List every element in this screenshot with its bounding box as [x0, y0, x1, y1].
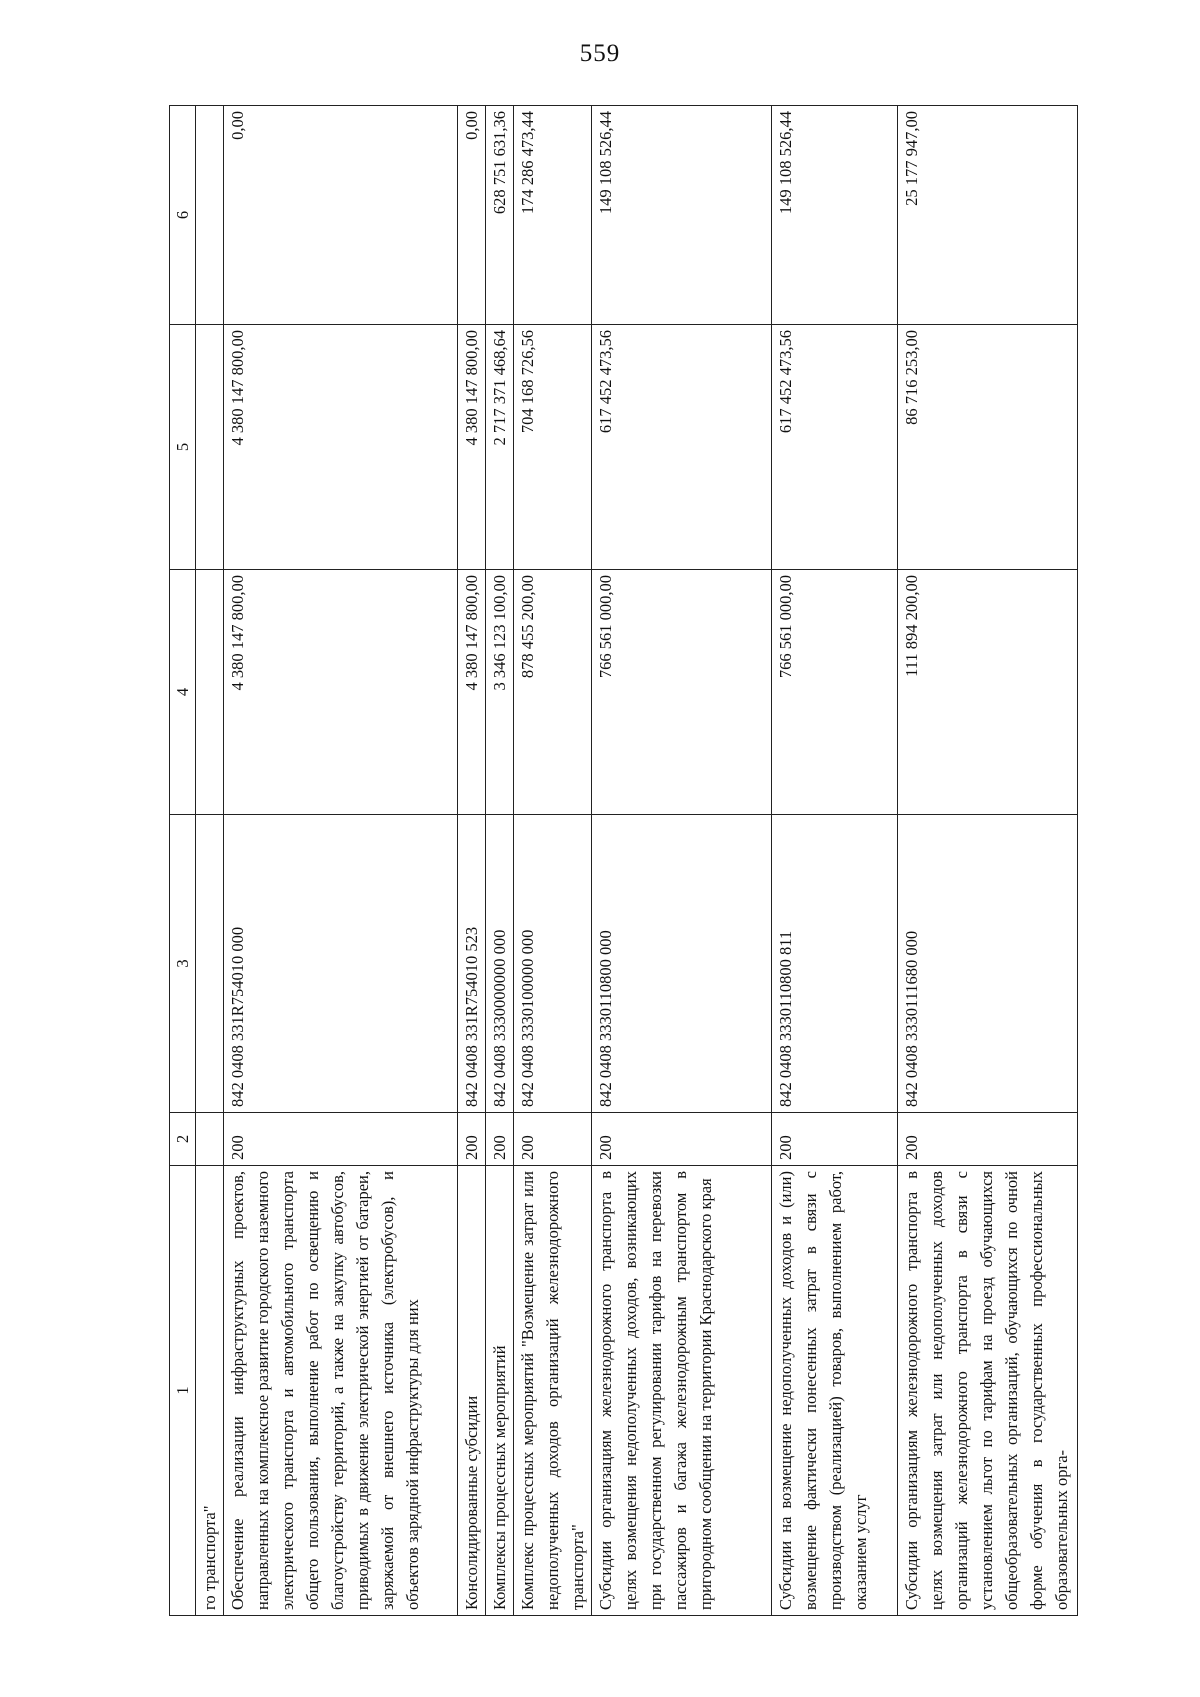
- table-row: [486, 106, 514, 1616]
- row-executed: 617 452 473,56: [772, 325, 898, 570]
- row-planned: 766 561 000,00: [772, 570, 898, 815]
- row-planned: 111 894 200,00: [898, 570, 1078, 815]
- row-code: 200: [514, 1113, 592, 1166]
- row-code: 200: [772, 1113, 898, 1166]
- row-planned: 766 561 000,00: [592, 570, 772, 815]
- row-executed: 86 716 253,00: [898, 325, 1078, 570]
- row-classifier: 842 0408 3330000000 000: [486, 815, 514, 1113]
- row-description: Консолидированные субсидии: [458, 1166, 486, 1616]
- table-row: [772, 106, 898, 1616]
- row-planned: 4 380 147 800,00: [458, 570, 486, 815]
- table-row: [458, 106, 486, 1616]
- row-planned: 878 455 200,00: [514, 570, 592, 815]
- row-executed: 4 380 147 800,00: [224, 325, 458, 570]
- row-remaining: 0,00: [458, 106, 486, 325]
- row-planned: [196, 570, 224, 815]
- row-classifier: 842 0408 3330111680 000: [898, 815, 1078, 1113]
- row-description: Субсидии на возмещение недополученных доходов и (или) возмещение фактически понесенных затрат в связи с производством (реализацией) товаров, выполнением работ, оказанием услуг: [772, 1166, 898, 1616]
- row-classifier: 842 0408 331R754010 000: [224, 815, 458, 1113]
- header-col-6: 6: [170, 106, 196, 325]
- row-code: 200: [458, 1113, 486, 1166]
- row-description: Субсидии организациям железнодорожного транспорта в целях возмещения недополученных доходов, возникающих при государственном регулировании тарифов на перевозки пассажиров и багажа железнодорожным транспортом в пригородном сообщении на территории Краснодарского края: [592, 1166, 772, 1616]
- row-executed: 2 717 371 468,64: [486, 325, 514, 570]
- row-classifier: 842 0408 331R754010 523: [458, 815, 486, 1113]
- row-remaining: 174 286 473,44: [514, 106, 592, 325]
- row-executed: 704 168 726,56: [514, 325, 592, 570]
- row-description: го транспорта": [196, 1166, 224, 1616]
- row-code: [196, 1113, 224, 1166]
- row-code: 200: [592, 1113, 772, 1166]
- table-row: [196, 106, 224, 1616]
- row-remaining: 628 751 631,36: [486, 106, 514, 325]
- row-planned: 4 380 147 800,00: [224, 570, 458, 815]
- header-col-1: 1: [170, 1166, 196, 1616]
- table-row: [224, 106, 458, 1616]
- header-col-5: 5: [170, 325, 196, 570]
- row-classifier: 842 0408 3330100000 000: [514, 815, 592, 1113]
- row-remaining: 25 177 947,00: [898, 106, 1078, 325]
- row-description: Обеспечение реализации инфраструктурных проектов, направленных на комплексное развитие городского наземного электрического транспорта и автомобильного транспорта общего пользования, выполнение работ по освещению и благоустройству территорий, а также на закупку автобусов, приводимых в движение электрической энергией от батареи, заряжаемой от внешнего источника (электробусов), и объектов зарядной инфраструктуры для них: [224, 1166, 458, 1616]
- row-classifier: 842 0408 3330110800 811: [772, 815, 898, 1113]
- row-code: 200: [224, 1113, 458, 1166]
- row-code: 200: [898, 1113, 1078, 1166]
- budget-table: [169, 105, 1078, 1616]
- row-code: 200: [486, 1113, 514, 1166]
- row-description: Комплекс процессных мероприятий "Возмещение затрат или недополученных доходов организаций железнодорожного транспорта": [514, 1166, 592, 1616]
- header-col-3: 3: [170, 815, 196, 1113]
- row-executed: 617 452 473,56: [592, 325, 772, 570]
- row-remaining: 149 108 526,44: [592, 106, 772, 325]
- row-executed: [196, 325, 224, 570]
- table-row: [592, 106, 772, 1616]
- header-col-2: 2: [170, 1113, 196, 1166]
- table-row: [898, 106, 1078, 1616]
- row-classifier: [196, 815, 224, 1113]
- page-number: 559: [579, 40, 621, 67]
- row-remaining: 149 108 526,44: [772, 106, 898, 325]
- row-description: Комплексы процессных мероприятий: [486, 1166, 514, 1616]
- row-description: Субсидии организациям железнодорожного транспорта в целях возмещения затрат или недополученных доходов организаций железнодорожного транспорта в связи с установлением льгот по тарифам на проезд обучающихся общеобразовательных организаций, обучающихся по очной форме обучения в государственных профессиональных образовательных орга-: [898, 1166, 1078, 1616]
- header-row: [170, 106, 196, 1616]
- header-col-4: 4: [170, 570, 196, 815]
- row-classifier: 842 0408 3330110800 000: [592, 815, 772, 1113]
- table-row: [514, 106, 592, 1616]
- row-remaining: 0,00: [224, 106, 458, 325]
- row-remaining: [196, 106, 224, 325]
- rotated-table-container: [169, 106, 1071, 1616]
- row-planned: 3 346 123 100,00: [486, 570, 514, 815]
- row-executed: 4 380 147 800,00: [458, 325, 486, 570]
